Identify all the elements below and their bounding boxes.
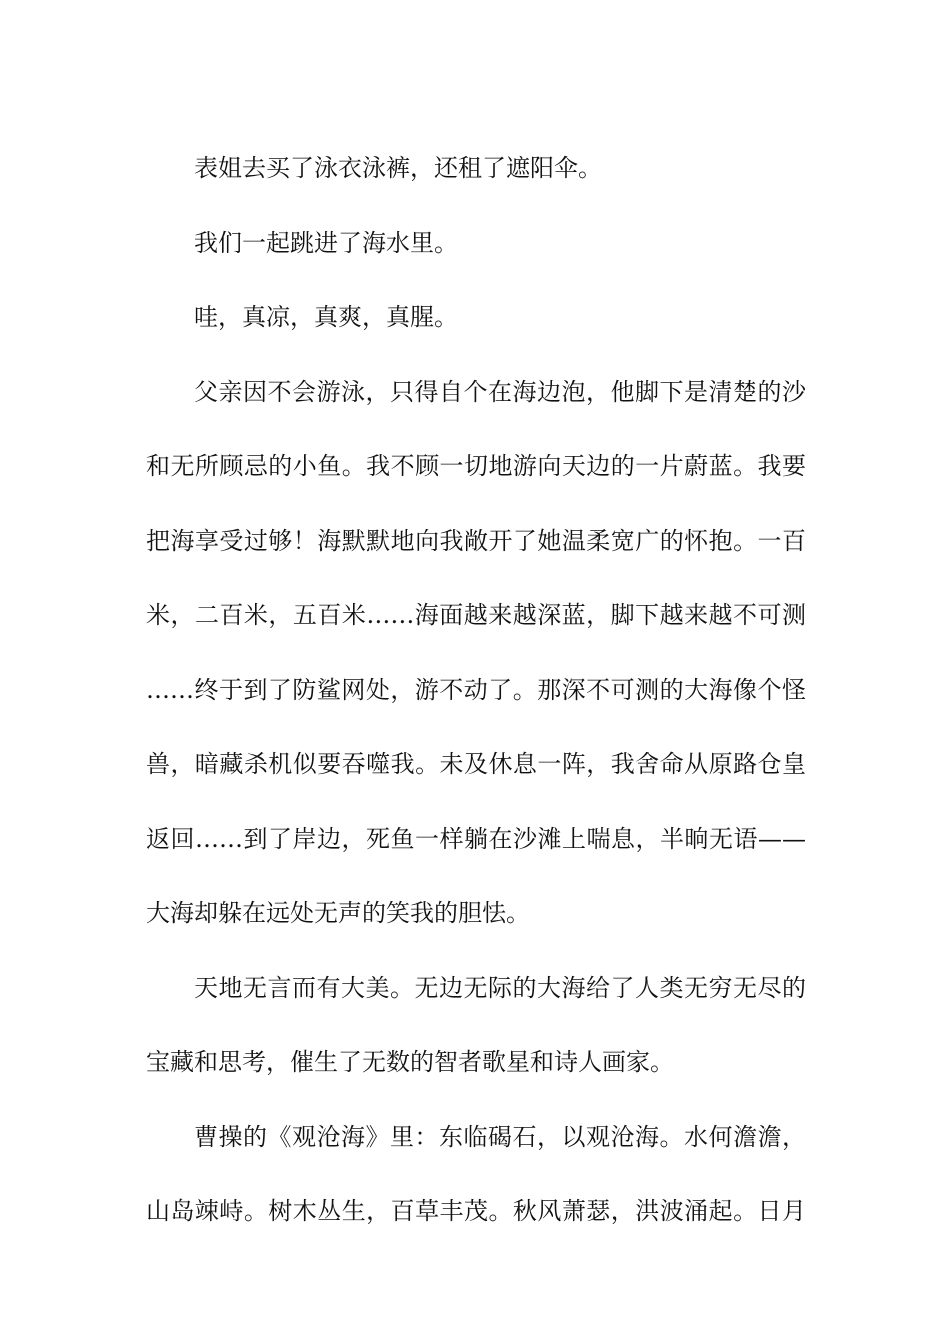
text-line: 曹操的《观沧海》里：东临碣石，以观沧海。水何澹澹， (194, 1122, 806, 1151)
text-line: 米，二百米，五百米……海面越来越深蓝，脚下越来越不可测 (146, 601, 806, 629)
text-line: 天地无言而有大美。无边无际的大海给了人类无穷无尽的 (194, 973, 806, 1002)
text-line: 父亲因不会游泳，只得自个在海边泡，他脚下是清楚的沙 (194, 377, 806, 406)
text-line: 大海却躲在远处无声的笑我的胆怯。 (146, 899, 530, 927)
text-line: 我们一起跳进了海水里。 (194, 228, 458, 257)
text-line: 兽，暗藏杀机似要吞噬我。未及休息一阵，我舍命从原路仓皇 (146, 750, 806, 778)
text-line: 山岛竦峙。树木丛生，百草丰茂。秋风萧瑟，洪波涌起。日月 (146, 1197, 806, 1225)
text-line: 把海享受过够！海默默地向我敞开了她温柔宽广的怀抱。一百 (146, 526, 806, 555)
text-line: ……终于到了防鲨网处，游不动了。那深不可测的大海像个怪 (146, 675, 806, 704)
text-line: 哇，真凉，真爽，真腥。 (194, 303, 458, 331)
text-line: 和无所顾忌的小鱼。我不顾一切地游向天边的一片蔚蓝。我要 (146, 452, 806, 480)
text-line: 表姐去买了泳衣泳裤，还租了遮阳伞。 (194, 154, 602, 182)
body-text (146, 131, 806, 1249)
text-line: 返回……到了岸边，死鱼一样躺在沙滩上喘息，半晌无语—— (146, 824, 806, 853)
text-line: 宝藏和思考，催生了无数的智者歌星和诗人画家。 (146, 1048, 674, 1076)
